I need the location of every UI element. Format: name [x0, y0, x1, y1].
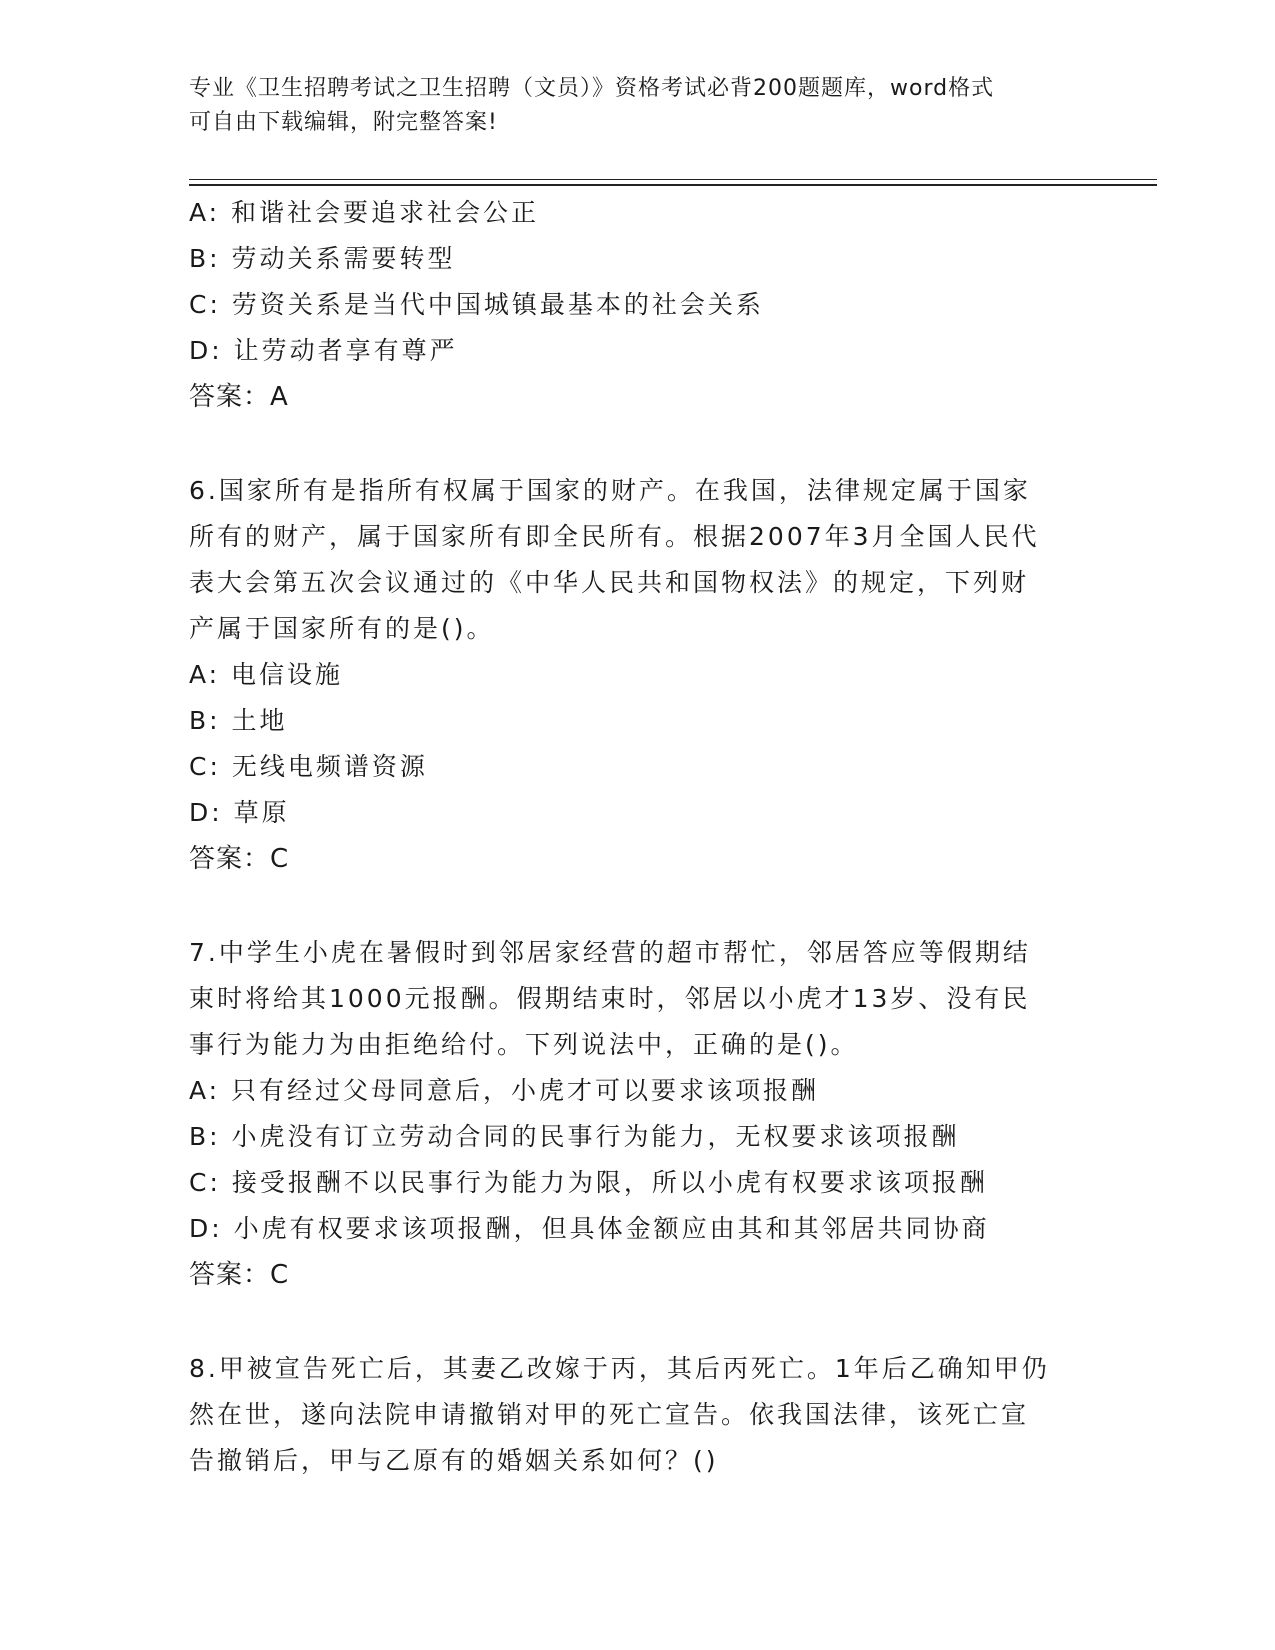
- question-list: [189, 190, 1089, 1484]
- option-a: A: 电信设施: [189, 660, 344, 689]
- question-text-line: 6.国家所有是指所有权属于国家的财产。在我国，法律规定属于国家: [189, 476, 1031, 505]
- question-text-line: 所有的财产，属于国家所有即全民所有。根据2007年3月全国人民代: [189, 522, 1040, 551]
- question-7-block: [189, 930, 1089, 1298]
- answer-line: 答案：A: [189, 382, 289, 412]
- question-text-line: 7.中学生小虎在暑假时到邻居家经营的超市帮忙，邻居答应等假期结: [189, 938, 1031, 967]
- spacer: [189, 882, 1089, 930]
- question-text-line: 告撤销后，甲与乙原有的婚姻关系如何？(): [189, 1446, 719, 1475]
- question-text-line: 表大会第五次会议通过的《中华人民共和国物权法》的规定，下列财: [189, 568, 1030, 597]
- question-text-line: 事行为能力为由拒绝给付。下列说法中，正确的是()。: [189, 1030, 859, 1059]
- header-divider-thin: [189, 179, 1157, 180]
- option-b: B: 劳动关系需要转型: [189, 244, 456, 273]
- question-5-block: [189, 190, 1089, 420]
- question-6-block: [189, 468, 1089, 882]
- option-b: B: 小虎没有订立劳动合同的民事行为能力，无权要求该项报酬: [189, 1122, 960, 1151]
- option-c: C: 劳资关系是当代中国城镇最基本的社会关系: [189, 290, 764, 319]
- option-c: C: 接受报酬不以民事行为能力为限，所以小虎有权要求该项报酬: [189, 1168, 988, 1197]
- spacer: [189, 420, 1089, 468]
- answer-line: 答案：C: [189, 844, 290, 874]
- header-divider-thick: [189, 184, 1157, 186]
- header-line-1: 专业《卫生招聘考试之卫生招聘（文员）》资格考试必背200题题库，word格式: [189, 76, 995, 101]
- option-d: D: 小虎有权要求该项报酬，但具体金额应由其和其邻居共同协商: [189, 1214, 990, 1243]
- header-line-2: 可自由下载编辑，附完整答案!: [189, 110, 498, 135]
- question-text-line: 然在世，遂向法院申请撤销对甲的死亡宣告。依我国法律，该死亡宣: [189, 1400, 1030, 1429]
- answer-line: 答案：C: [189, 1260, 290, 1290]
- option-c: C: 无线电频谱资源: [189, 752, 428, 781]
- spacer: [189, 1298, 1089, 1346]
- option-b: B: 土地: [189, 706, 288, 735]
- question-text-line: 产属于国家所有的是()。: [189, 614, 495, 643]
- option-a: A: 和谐社会要追求社会公正: [189, 198, 540, 227]
- question-text-line: 8.甲被宣告死亡后，其妻乙改嫁于丙，其后丙死亡。1年后乙确知甲仍: [189, 1354, 1050, 1383]
- document-header: [189, 72, 1089, 140]
- question-text-line: 束时将给其1000元报酬。假期结束时，邻居以小虎才13岁、没有民: [189, 984, 1031, 1013]
- option-a: A: 只有经过父母同意后，小虎才可以要求该项报酬: [189, 1076, 820, 1105]
- option-d: D: 让劳动者享有尊严: [189, 336, 458, 365]
- question-8-block: [189, 1346, 1089, 1484]
- option-d: D: 草原: [189, 798, 290, 827]
